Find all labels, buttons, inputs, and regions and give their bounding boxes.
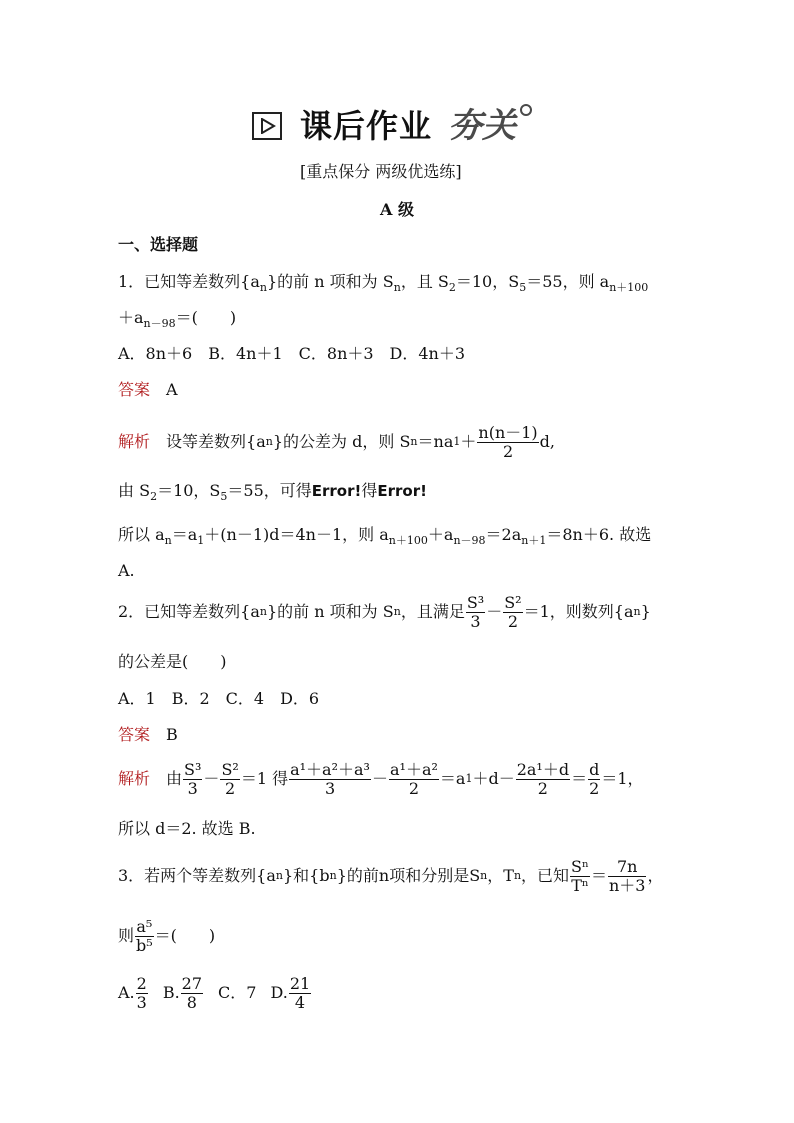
q3-stem-line2: 则 $\frac{\text{a⁵}}{\text{b⁵}}$ ＝( ): [118, 916, 216, 955]
q2-analysis-line1: 解析 由 $\frac{\text{S³}}{3}$ － $\frac{\text{S²}}{2}$ ＝1 得 $\frac{\text{a¹＋a²＋a³}}{3}$ － $\frac{\text{a¹＋a²}}{2}$ ＝a 1 ＋d－ $\frac{\text{2a¹＋d}}{2}$ ＝ $\frac{d}{2}$ ＝1，: [118, 759, 644, 798]
q1-analysis-line3: 所以 $a_n=a_1+(n-1)d=4n-1$，则 $a_{n+100}+a_{n-98}=2a_{n+1}=8n+6$. 故选: [118, 525, 652, 548]
fraction: $\frac{21}{4}$: [289, 973, 311, 1012]
q1-analysis-line4: A.: [118, 561, 135, 580]
fraction: $\frac{\text{S²}}{2}$: [504, 592, 522, 631]
section-title: 一、选择题: [118, 235, 199, 254]
fraction: $\frac{27}{8}$: [181, 973, 203, 1012]
fraction: $\frac{d}{2}$: [589, 759, 600, 798]
play-icon: [252, 112, 282, 140]
fraction: $\frac{\text{a¹＋a²}}{2}$: [389, 759, 438, 798]
fraction: $\frac{2}{3}$: [136, 973, 147, 1012]
fraction: $\frac{\text{S²}}{2}$: [221, 759, 239, 798]
q2-analysis-line2: 所以 d＝2. 故选 B.: [118, 819, 256, 838]
q1-analysis-line1: 解析 设等差数列{a n }的公差为 d，则 S n ＝na 1 ＋ $\frac{n(n-1)}{2}$ d,: [118, 422, 555, 461]
q3-stem-line1: 3．若两个等差数列{a n }和{b n }的前n项和分别是S n ，T n ，已知 $\frac{\text{Sⁿ}}{\text{Tⁿ}}$ ＝ $\frac{7n}{n+3}$ ，: [118, 856, 664, 895]
fraction: $\frac{\text{2a¹＋d}}{2}$: [516, 759, 570, 798]
fraction: $\frac{7n}{n+3}$: [608, 856, 646, 895]
level-heading: A 级: [380, 200, 414, 219]
q3-options: A. $\frac{2}{3}$ B. $\frac{27}{8}$ C．7 D. $\frac{21}{4}$: [118, 973, 311, 1012]
q1-analysis-line2: 由 $S_2=10$，$S_5=55$，可得Error!得Error!: [118, 481, 427, 504]
fraction: $\frac{n(n-1)}{2}$: [478, 422, 538, 461]
fraction: $\frac{\text{S³}}{3}$: [466, 592, 485, 631]
fraction: $\frac{\text{S³}}{3}$: [184, 759, 202, 798]
q1-options: A．8n＋6 B．4n＋1 C．8n＋3 D．4n＋3: [118, 344, 466, 363]
fraction: $\frac{\text{Sⁿ}}{\text{Tⁿ}}$: [571, 856, 589, 895]
logo: 夯关: [448, 106, 516, 146]
q1-answer: 答案 A: [118, 380, 178, 399]
fraction: $\frac{\text{a⁵}}{\text{b⁵}}$: [136, 916, 153, 955]
logo-mark-icon: [520, 104, 532, 116]
q1-stem-line1: 1．已知等差数列$\{a_n\}$的前 n 项和为 $S_n$，且 $S_2=10$，$S_5=55$，则 $a_{n+100}$: [118, 272, 649, 295]
fraction: $\frac{\text{a¹＋a²＋a³}}{3}$: [290, 759, 370, 798]
q2-stem-line1: 2．已知等差数列{a n }的前 n 项和为 S n ，且满足 $\frac{\text{S³}}{3}$ － $\frac{\text{S²}}{2}$ ＝1，则数列{a n }: [118, 592, 651, 631]
q1-stem-line2: $+a_{n-98}=$( ): [118, 308, 237, 331]
subtitle: [重点保分 两级优选练]: [300, 162, 462, 181]
page-title: 课后作业: [300, 107, 433, 145]
q2-options: A．1 B．2 C．4 D．6: [118, 689, 320, 708]
q2-stem-line2: 的公差是( ): [118, 652, 227, 671]
q2-answer: 答案 B: [118, 725, 178, 744]
